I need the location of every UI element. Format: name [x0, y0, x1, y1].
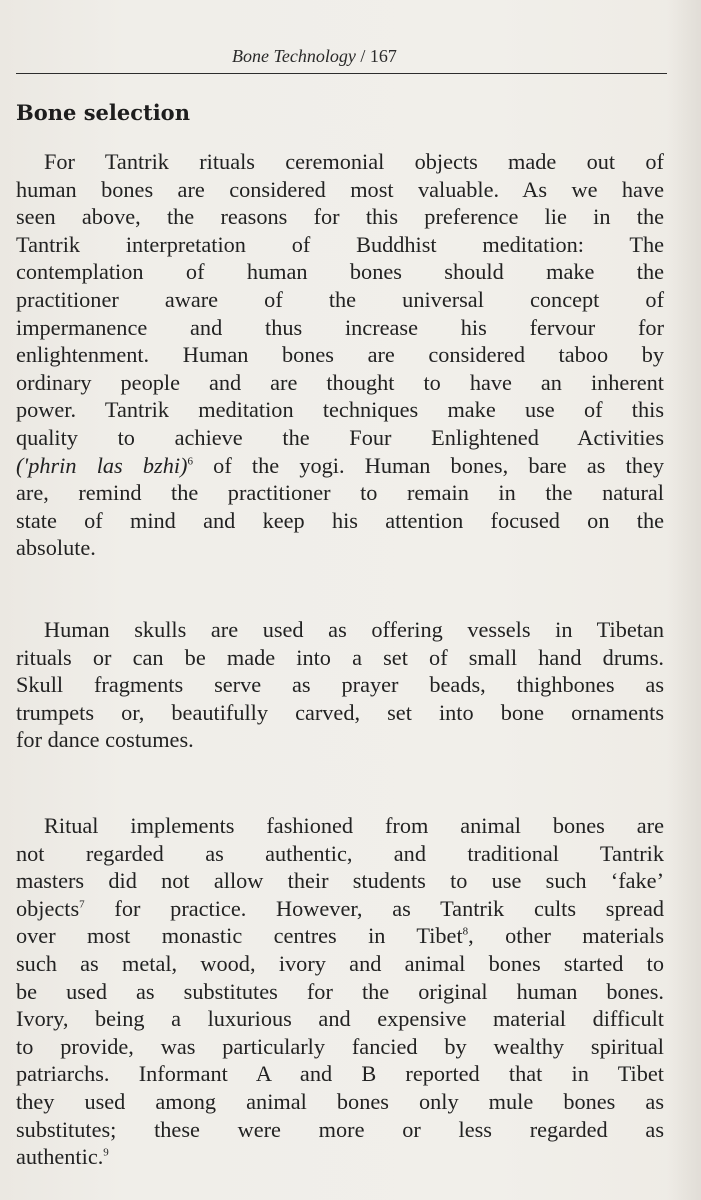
- text-fragment: authentic.: [16, 1144, 104, 1170]
- text-line: Human skulls are used as offering vessels in Tibetan: [44, 617, 664, 642]
- text-line: enlightenment. Human bones are considered taboo by: [16, 342, 664, 368]
- text-line-with-footnote: [16, 895, 664, 923]
- text-line: state of mind and keep his attention focused on the: [16, 507, 664, 533]
- paragraph-3: [16, 812, 664, 1171]
- text-line: seen above, the reasons for this preference lie in the: [16, 204, 664, 230]
- text-line: rituals or can be made into a set of small hand drums.: [16, 644, 664, 670]
- footnote-ref-7[interactable]: 7: [79, 898, 85, 911]
- text-line: such as metal, wood, ivory and animal bones started to: [16, 950, 664, 976]
- text-line: are, remind the practitioner to remain in the natural: [16, 480, 664, 506]
- text-line: Skull fragments serve as prayer beads, thighbones as: [16, 672, 664, 698]
- text-line: practitioner aware of the universal concept of: [16, 286, 664, 312]
- text-line: Ivory, being a luxurious and expensive material difficult: [16, 1006, 664, 1032]
- footnote-ref-9[interactable]: 9: [103, 1146, 109, 1159]
- running-head-text: [232, 46, 397, 67]
- text-line-with-footnote: [16, 922, 664, 950]
- text-line-with-footnote: [16, 1143, 664, 1171]
- text-line: quality to achieve the Four Enlightened Activities: [16, 424, 664, 450]
- text-line: trumpets or, beautifully carved, set into bone ornaments: [16, 699, 664, 725]
- text-fragment: over most monastic centres in Tibet: [16, 923, 463, 949]
- footnote-ref-8[interactable]: 8: [462, 925, 469, 938]
- running-title: Bone Technology: [232, 46, 356, 66]
- header-rule: [16, 73, 667, 74]
- text-line: contemplation of human bones should make the: [16, 259, 664, 285]
- text-line: Tantrik interpretation of Buddhist meditation: The: [16, 231, 664, 257]
- text-line: to provide, was particularly fancied by wealthy spiritual: [16, 1033, 664, 1059]
- text-line: patriarchs. Informant A and B reported that in Tibet: [16, 1061, 664, 1087]
- header-separator: /: [355, 46, 370, 66]
- text-line: they used among animal bones only mule bones as: [16, 1088, 664, 1114]
- text-line: impermanence and thus increase his fervour for: [16, 314, 664, 340]
- page-number: 167: [369, 46, 397, 66]
- text-line-with-term: [16, 452, 664, 480]
- text-fragment: objects: [16, 895, 80, 921]
- section-title: Bone selection: [16, 100, 190, 125]
- paragraph-1: [16, 148, 664, 562]
- text-fragment: , other materials: [468, 923, 664, 949]
- text-line: absolute.: [16, 535, 96, 561]
- footnote-ref-6[interactable]: 6: [187, 455, 193, 468]
- text-line: substitutes; these were more or less regarded as: [16, 1116, 664, 1142]
- text-fragment: of the yogi. Human bones, bare as they: [213, 452, 665, 478]
- paragraph-2: [16, 616, 664, 754]
- text-line: ordinary people and are thought to have an inherent: [16, 369, 664, 395]
- text-line: be used as substitutes for the original human bones.: [16, 978, 664, 1004]
- text-fragment: for practice. However, as Tantrik cults spread: [84, 895, 664, 921]
- running-header: [0, 44, 667, 74]
- text-line: For Tantrik rituals ceremonial objects made out of: [44, 149, 664, 174]
- text-line: human bones are considered most valuable. As we have: [16, 176, 664, 202]
- page-gutter-shadow: [667, 0, 701, 1200]
- tibetan-term: ('phrin las bzhi): [16, 452, 188, 478]
- text-line: for dance costumes.: [16, 727, 194, 753]
- text-line: not regarded as authentic, and traditional Tantrik: [16, 840, 664, 866]
- text-line: power. Tantrik meditation techniques make use of this: [16, 397, 664, 423]
- text-line: masters did not allow their students to use such ‘fake’: [16, 868, 664, 894]
- text-line: Ritual implements fashioned from animal bones are: [44, 813, 664, 838]
